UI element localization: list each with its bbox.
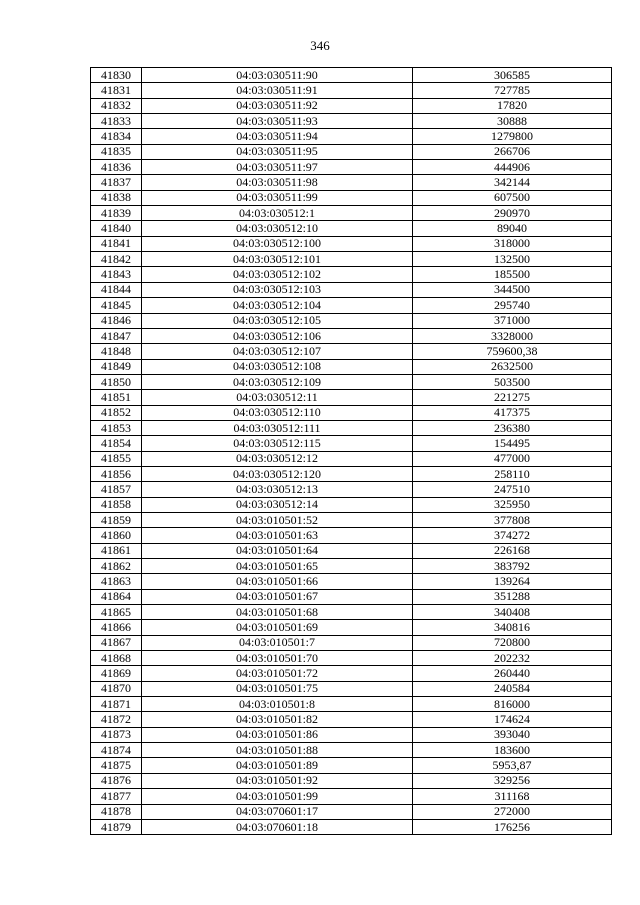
table-row	[91, 190, 612, 205]
value-cell: 371000	[413, 313, 612, 328]
cadastral-number-cell: 04:03:030512:100	[142, 236, 413, 251]
table-row	[91, 175, 612, 190]
value-cell: 727785	[413, 83, 612, 98]
row-number-cell: 41861	[91, 543, 142, 558]
table-row	[91, 635, 612, 650]
table-row	[91, 482, 612, 497]
row-number-cell: 41858	[91, 497, 142, 512]
row-number-cell: 41878	[91, 804, 142, 819]
row-number-cell: 41874	[91, 743, 142, 758]
row-number-cell: 41830	[91, 68, 142, 83]
cadastral-number-cell: 04:03:030512:115	[142, 436, 413, 451]
row-number-cell: 41865	[91, 605, 142, 620]
table-row	[91, 773, 612, 788]
value-cell: 176256	[413, 819, 612, 834]
value-cell: 266706	[413, 144, 612, 159]
row-number-cell: 41853	[91, 420, 142, 435]
row-number-cell: 41869	[91, 666, 142, 681]
value-cell: 185500	[413, 267, 612, 282]
value-cell: 374272	[413, 528, 612, 543]
row-number-cell: 41841	[91, 236, 142, 251]
cadastral-number-cell: 04:03:030512:12	[142, 451, 413, 466]
table-row	[91, 160, 612, 175]
value-cell: 759600,38	[413, 344, 612, 359]
cadastral-number-cell: 04:03:010501:92	[142, 773, 413, 788]
row-number-cell: 41859	[91, 512, 142, 527]
table-row	[91, 114, 612, 129]
cadastral-number-cell: 04:03:030512:108	[142, 359, 413, 374]
table-row	[91, 359, 612, 374]
row-number-cell: 41838	[91, 190, 142, 205]
cadastral-number-cell: 04:03:030512:105	[142, 313, 413, 328]
table-row	[91, 420, 612, 435]
table-row	[91, 466, 612, 481]
value-cell: 417375	[413, 405, 612, 420]
cadastral-number-cell: 04:03:010501:67	[142, 589, 413, 604]
cadastral-number-cell: 04:03:030511:94	[142, 129, 413, 144]
value-cell: 272000	[413, 804, 612, 819]
cadastral-number-cell: 04:03:010501:89	[142, 758, 413, 773]
row-number-cell: 41862	[91, 559, 142, 574]
table-row	[91, 451, 612, 466]
table-row	[91, 712, 612, 727]
row-number-cell: 41877	[91, 789, 142, 804]
cadastral-number-cell: 04:03:030512:14	[142, 497, 413, 512]
value-cell: 154495	[413, 436, 612, 451]
value-cell: 1279800	[413, 129, 612, 144]
row-number-cell: 41842	[91, 252, 142, 267]
cadastral-value-table	[90, 67, 612, 835]
value-cell: 306585	[413, 68, 612, 83]
row-number-cell: 41845	[91, 298, 142, 313]
table-row	[91, 727, 612, 742]
table-row	[91, 666, 612, 681]
value-cell: 132500	[413, 252, 612, 267]
cadastral-number-cell: 04:03:070601:18	[142, 819, 413, 834]
value-cell: 226168	[413, 543, 612, 558]
row-number-cell: 41837	[91, 175, 142, 190]
row-number-cell: 41848	[91, 344, 142, 359]
cadastral-number-cell: 04:03:030512:106	[142, 328, 413, 343]
cadastral-number-cell: 04:03:030511:91	[142, 83, 413, 98]
cadastral-number-cell: 04:03:030512:104	[142, 298, 413, 313]
value-cell: 340408	[413, 605, 612, 620]
value-cell: 311168	[413, 789, 612, 804]
value-cell: 377808	[413, 512, 612, 527]
cadastral-number-cell: 04:03:030512:110	[142, 405, 413, 420]
value-cell: 236380	[413, 420, 612, 435]
value-cell: 30888	[413, 114, 612, 129]
row-number-cell: 41867	[91, 635, 142, 650]
row-number-cell: 41849	[91, 359, 142, 374]
cadastral-number-cell: 04:03:030511:97	[142, 160, 413, 175]
table-row	[91, 559, 612, 574]
value-cell: 2632500	[413, 359, 612, 374]
table-row	[91, 819, 612, 834]
row-number-cell: 41854	[91, 436, 142, 451]
row-number-cell: 41851	[91, 390, 142, 405]
cadastral-number-cell: 04:03:030512:120	[142, 466, 413, 481]
cadastral-number-cell: 04:03:010501:66	[142, 574, 413, 589]
table-row	[91, 328, 612, 343]
value-cell: 477000	[413, 451, 612, 466]
cadastral-number-cell: 04:03:030511:90	[142, 68, 413, 83]
table-row	[91, 697, 612, 712]
row-number-cell: 41839	[91, 206, 142, 221]
cadastral-number-cell: 04:03:010501:69	[142, 620, 413, 635]
row-number-cell: 41836	[91, 160, 142, 175]
cadastral-number-cell: 04:03:030512:109	[142, 374, 413, 389]
table-row	[91, 83, 612, 98]
row-number-cell: 41850	[91, 374, 142, 389]
value-cell: 260440	[413, 666, 612, 681]
cadastral-number-cell: 04:03:010501:68	[142, 605, 413, 620]
value-cell: 221275	[413, 390, 612, 405]
table-row	[91, 98, 612, 113]
table-row	[91, 574, 612, 589]
value-cell: 342144	[413, 175, 612, 190]
value-cell: 3328000	[413, 328, 612, 343]
cadastral-number-cell: 04:03:030512:10	[142, 221, 413, 236]
cadastral-number-cell: 04:03:010501:86	[142, 727, 413, 742]
table-row	[91, 267, 612, 282]
table-row	[91, 512, 612, 527]
cadastral-number-cell: 04:03:030512:1	[142, 206, 413, 221]
table-row	[91, 390, 612, 405]
table-row	[91, 144, 612, 159]
row-number-cell: 41873	[91, 727, 142, 742]
cadastral-number-cell: 04:03:010501:88	[142, 743, 413, 758]
row-number-cell: 41831	[91, 83, 142, 98]
cadastral-number-cell: 04:03:010501:65	[142, 559, 413, 574]
row-number-cell: 41833	[91, 114, 142, 129]
row-number-cell: 41844	[91, 282, 142, 297]
cadastral-number-cell: 04:03:030512:11	[142, 390, 413, 405]
table-row	[91, 236, 612, 251]
cadastral-number-cell: 04:03:030511:92	[142, 98, 413, 113]
row-number-cell: 41832	[91, 98, 142, 113]
cadastral-number-cell: 04:03:010501:52	[142, 512, 413, 527]
table-row	[91, 68, 612, 83]
page-number: 346	[310, 38, 330, 53]
table-row	[91, 252, 612, 267]
cadastral-number-cell: 04:03:030511:99	[142, 190, 413, 205]
row-number-cell: 41866	[91, 620, 142, 635]
row-number-cell: 41876	[91, 773, 142, 788]
value-cell: 5953,87	[413, 758, 612, 773]
value-cell: 290970	[413, 206, 612, 221]
cadastral-number-cell: 04:03:030511:93	[142, 114, 413, 129]
table-row	[91, 313, 612, 328]
value-cell: 383792	[413, 559, 612, 574]
row-number-cell: 41875	[91, 758, 142, 773]
table-row	[91, 543, 612, 558]
value-cell: 351288	[413, 589, 612, 604]
row-number-cell: 41834	[91, 129, 142, 144]
value-cell: 393040	[413, 727, 612, 742]
value-cell: 344500	[413, 282, 612, 297]
cadastral-number-cell: 04:03:030512:102	[142, 267, 413, 282]
table-row	[91, 129, 612, 144]
cadastral-number-cell: 04:03:010501:7	[142, 635, 413, 650]
cadastral-number-cell: 04:03:030512:101	[142, 252, 413, 267]
table-row	[91, 804, 612, 819]
value-cell: 318000	[413, 236, 612, 251]
table-row	[91, 405, 612, 420]
value-cell: 816000	[413, 697, 612, 712]
cadastral-number-cell: 04:03:030512:111	[142, 420, 413, 435]
value-cell: 89040	[413, 221, 612, 236]
table-row	[91, 681, 612, 696]
table-body	[91, 68, 612, 835]
table-row	[91, 528, 612, 543]
table-row	[91, 743, 612, 758]
value-cell: 202232	[413, 651, 612, 666]
cadastral-number-cell: 04:03:010501:8	[142, 697, 413, 712]
value-cell: 720800	[413, 635, 612, 650]
table-row	[91, 497, 612, 512]
value-cell: 183600	[413, 743, 612, 758]
table-row	[91, 651, 612, 666]
value-cell: 607500	[413, 190, 612, 205]
value-cell: 174624	[413, 712, 612, 727]
row-number-cell: 41856	[91, 466, 142, 481]
value-cell: 247510	[413, 482, 612, 497]
value-cell: 503500	[413, 374, 612, 389]
row-number-cell: 41872	[91, 712, 142, 727]
row-number-cell: 41840	[91, 221, 142, 236]
cadastral-number-cell: 04:03:010501:64	[142, 543, 413, 558]
table-row	[91, 374, 612, 389]
value-cell: 139264	[413, 574, 612, 589]
cadastral-number-cell: 04:03:010501:63	[142, 528, 413, 543]
cadastral-number-cell: 04:03:030512:107	[142, 344, 413, 359]
cadastral-number-cell: 04:03:030511:98	[142, 175, 413, 190]
cadastral-number-cell: 04:03:030512:103	[142, 282, 413, 297]
cadastral-number-cell: 04:03:010501:70	[142, 651, 413, 666]
cadastral-number-cell: 04:03:010501:75	[142, 681, 413, 696]
table-row	[91, 436, 612, 451]
value-cell: 444906	[413, 160, 612, 175]
row-number-cell: 41852	[91, 405, 142, 420]
cadastral-number-cell: 04:03:010501:99	[142, 789, 413, 804]
row-number-cell: 41846	[91, 313, 142, 328]
row-number-cell: 41847	[91, 328, 142, 343]
row-number-cell: 41835	[91, 144, 142, 159]
table-row	[91, 789, 612, 804]
row-number-cell: 41871	[91, 697, 142, 712]
value-cell: 329256	[413, 773, 612, 788]
cadastral-number-cell: 04:03:010501:72	[142, 666, 413, 681]
row-number-cell: 41855	[91, 451, 142, 466]
value-cell: 240584	[413, 681, 612, 696]
row-number-cell: 41868	[91, 651, 142, 666]
row-number-cell: 41864	[91, 589, 142, 604]
table-row	[91, 344, 612, 359]
row-number-cell: 41857	[91, 482, 142, 497]
row-number-cell: 41843	[91, 267, 142, 282]
value-cell: 325950	[413, 497, 612, 512]
value-cell: 258110	[413, 466, 612, 481]
row-number-cell: 41879	[91, 819, 142, 834]
table-row	[91, 758, 612, 773]
cadastral-number-cell: 04:03:030512:13	[142, 482, 413, 497]
table-row	[91, 298, 612, 313]
cadastral-number-cell: 04:03:010501:82	[142, 712, 413, 727]
value-cell: 340816	[413, 620, 612, 635]
cadastral-number-cell: 04:03:030511:95	[142, 144, 413, 159]
row-number-cell: 41870	[91, 681, 142, 696]
value-cell: 295740	[413, 298, 612, 313]
table-row	[91, 589, 612, 604]
cadastral-number-cell: 04:03:070601:17	[142, 804, 413, 819]
row-number-cell: 41863	[91, 574, 142, 589]
table-row	[91, 206, 612, 221]
table-row	[91, 605, 612, 620]
table-row	[91, 620, 612, 635]
row-number-cell: 41860	[91, 528, 142, 543]
table-row	[91, 221, 612, 236]
value-cell: 17820	[413, 98, 612, 113]
table-row	[91, 282, 612, 297]
